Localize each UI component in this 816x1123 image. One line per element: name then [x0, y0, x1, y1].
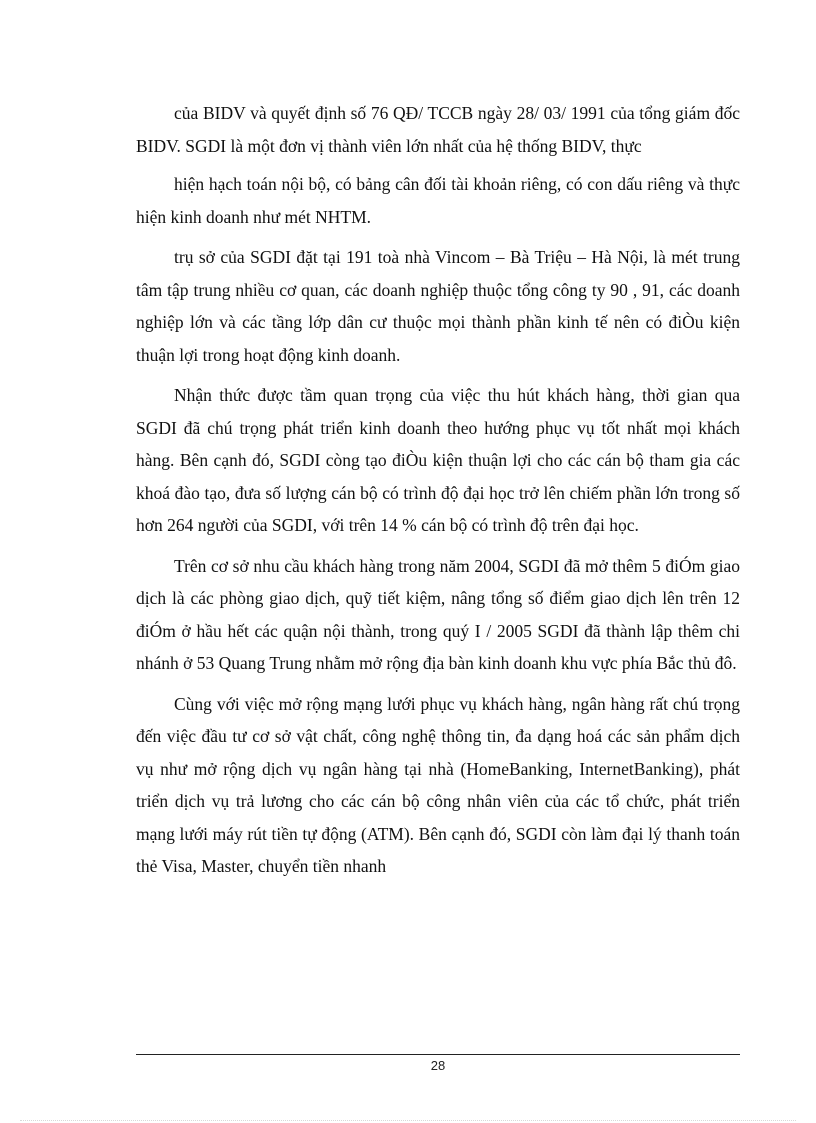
- footer-divider: [136, 1054, 740, 1055]
- paragraph-internal-accounting: hiện hạch toán nội bộ, có bảng cân đối tài khoản riêng, có con dấu riêng và thực hiện kinh doanh như mét NHTM.: [136, 174, 740, 227]
- paragraph-bidv-decision: của BIDV và quyết định số 76 QĐ/ TCCB ngày 28/ 03/ 1991 của tổng giám đốc BIDV. SGDI là một đơn vị thành viên lớn nhất của hệ thống BIDV, thực: [136, 103, 740, 156]
- page-number: 28: [430, 1058, 446, 1073]
- document-body: [136, 97, 740, 891]
- paragraph-headquarters: trụ sở của SGDI đặt tại 191 toà nhà Vincom – Bà Triệu – Hà Nội, là mét trung tâm tập trung nhiều cơ quan, các doanh nghiệp thuộc tổng công ty 90 , 91, các doanh nghiệp lớn và các tầng lớp dân cư thuộc mọi thành phần kinh tế nên có điÒu kiện thuận lợi trong hoạt động kinh doanh.: [136, 247, 740, 365]
- paragraph-customer-focus: Nhận thức được tầm quan trọng của việc thu hút khách hàng, thời gian qua SGDI đã chú trọng phát triển kinh doanh theo hướng phục vụ tốt nhất mọi khách hàng. Bên cạnh đó, SGDI còng tạo điÒu kiện thuận lợi cho các cán bộ tham gia các khoá đào tạo, đưa số lượng cán bộ có trình độ đại học trở lên chiếm phần lớn trong số hơn 264 người của SGDI, với trên 14 % cán bộ có trình độ trên đại học.: [136, 385, 740, 535]
- paragraph-branch-expansion: Trên cơ sở nhu cầu khách hàng trong năm 2004, SGDI đã mở thêm 5 điÓm giao dịch là các phòng giao dịch, quỹ tiết kiệm, nâng tổng số điểm giao dịch lên trên 12 điÓm ở hầu hết các quận nội thành, trong quý I / 2005 SGDI đã thành lập thêm chi nhánh ở 53 Quang Trung nhằm mở rộng địa bàn kinh doanh khu vực phía Bắc thủ đô.: [136, 555, 740, 673]
- page-bottom-edge: [20, 1120, 796, 1121]
- paragraph-services-investment: Cùng với việc mở rộng mạng lưới phục vụ khách hàng, ngân hàng rất chú trọng đến việc đầu tư cơ sở vật chất, công nghệ thông tin, đa dạng hoá các sản phẩm dịch vụ như mở rộng dịch vụ ngân hàng tại nhà (HomeBanking, InternetBanking), phát triển dịch vụ trả lương cho các cán bộ công nhân viên của các tổ chức, phát triển mạng lưới máy rút tiền tự động (ATM). Bên cạnh đó, SGDI còn làm đại lý thanh toán thẻ Visa, Master, chuyển tiền nhanh: [136, 693, 740, 876]
